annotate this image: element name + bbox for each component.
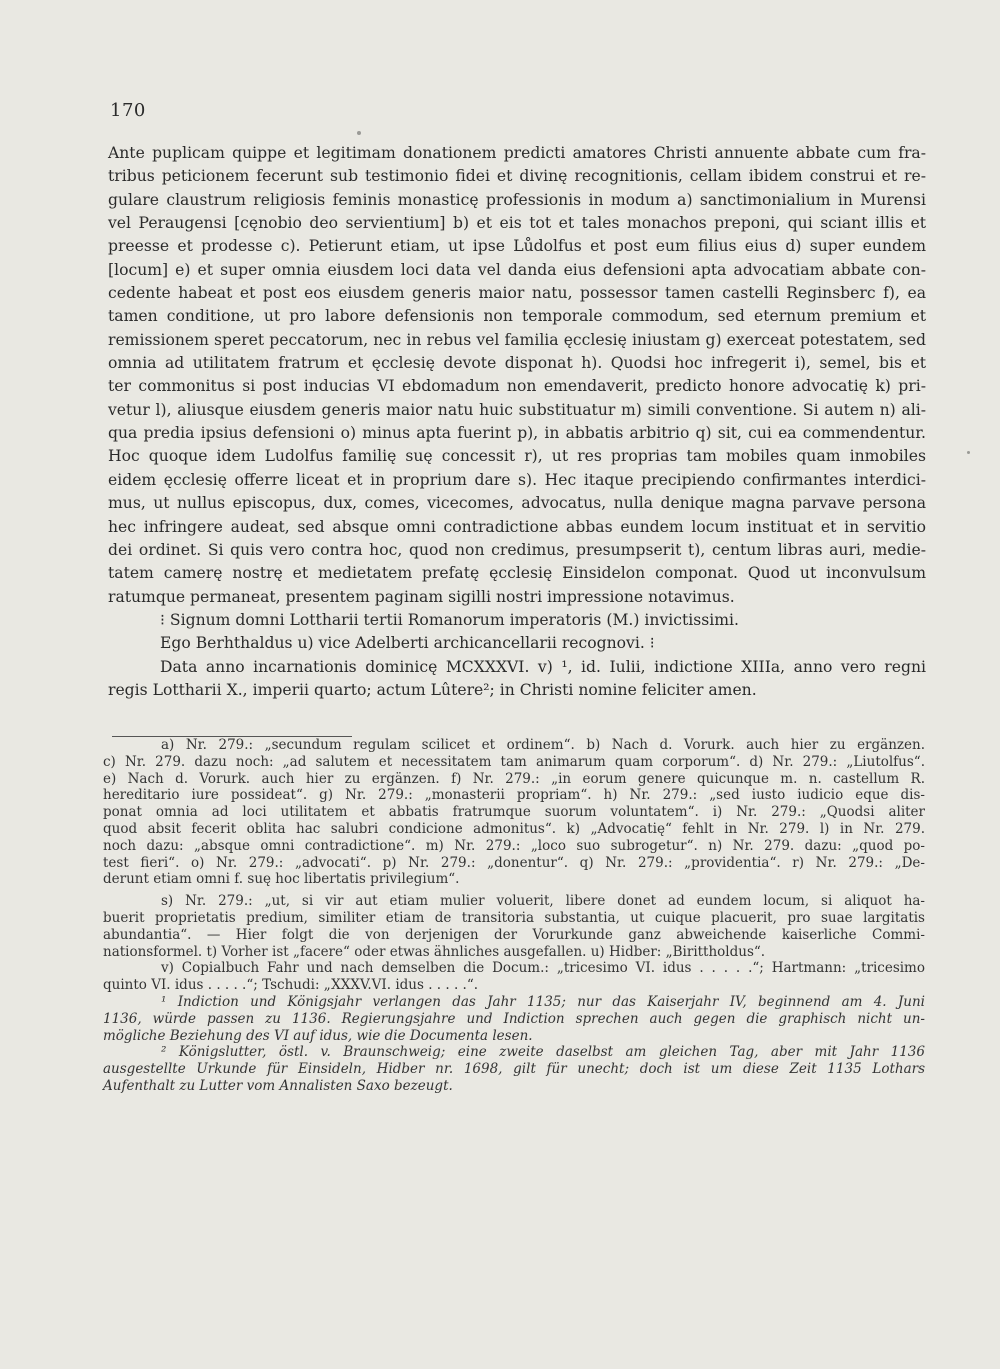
paper-speck <box>357 131 361 135</box>
main-line: ter commonitus si post inducias VI ebdomadum non emendaverit, predicto honore advocatię k) pri- <box>108 377 926 396</box>
signum-line: ⁝ Signum domni Lottharii tertii Romanorum imperatoris (M.) invictissimi. <box>160 610 739 629</box>
main-line: [locum] e) et super omnia eiusdem loci data vel danda eius defensioni apta advocatiam abbate con- <box>108 260 926 279</box>
main-line: vel Peraugensi [cęnobio deo servientium] b) et eis tot et tales monachos preponi, qui sciant illis et <box>108 214 926 233</box>
main-line: vetur l), aliusque eiusdem generis maior natu huic substituatur m) simili conventione. Si autem n) ali- <box>108 400 926 419</box>
main-line: omnia ad utilitatem fratrum et ęcclesię devote disponat h). Quodsi hoc infregerit i), semel, bis et <box>108 354 926 373</box>
main-line: tribus peticionem fecerunt sub testimonio fidei et divinę recognitionis, cellam ibidem construi et re- <box>108 167 926 186</box>
footnote-line: a) Nr. 279.: „secundum regulam scilicet et ordinem“. b) Nach d. Vorurk. auch hier zu ergänzen. <box>161 737 925 753</box>
footnote-line: v) Copialbuch Fahr und nach demselben die Docum.: „tricesimo VI. idus . . . . .“; Hartmann: „tricesimo <box>161 960 925 977</box>
recognition-line: Ego Berhthaldus u) vice Adelberti archicancellarii recognovi. ⁝ <box>160 634 655 653</box>
footnote-line: ¹ Indiction und Königsjahr verlangen das Jahr 1135; nur das Kaiserjahr IV, beginnend am 4. Juni <box>161 993 925 1010</box>
main-line: ratumque permaneat, presentem paginam sigilli nostri impressione notavimus. <box>108 587 735 606</box>
main-line: dei ordinet. Si quis vero contra hoc, quod non credimus, presumpserit t), centum libras auri, medie- <box>108 540 926 559</box>
main-line: Hoc quoque idem Ludolfus familię suę concessit r), ut res proprias tam mobiles quam inmobiles <box>108 447 926 466</box>
footnote-line: hereditario iure possideat“. g) Nr. 279.: „monasterii propriam“. h) Nr. 279.: „sed iusto iudicio eque dis- <box>103 787 925 804</box>
footnote-line: buerit proprietatis predium, similiter etiam de transitoria substantia, ut cuique placuerit, pro suae largitatis <box>103 909 925 926</box>
main-line: cedente habeat et post eos eiusdem generis maior natu, possessor tamen castelli Reginsberc f), ea <box>108 284 926 303</box>
footnote-line: abundantia“. — Hier folgt die von derjenigen der Vorurkunde ganz abweichende kaiserliche Commi- <box>103 926 925 943</box>
footnote-line: ² Königslutter, östl. v. Braunschweig; eine zweite daselbst am gleichen Tag, aber mit Jahr 1136 <box>161 1044 925 1061</box>
main-line: hec infringere audeat, sed absque omni contradictione abbas eundem locum instituat et in servitio <box>108 517 926 536</box>
footnote-line: ponat omnia ad loci utilitatem et abbatis fratrumque suorum voluntatem“. i) Nr. 279.: „Quodsi aliter <box>103 804 925 821</box>
footnote-line: quod absit fecerit oblita hac salubri condicione admonitus“. k) „Advocatię“ fehlt in Nr. 279. l) in Nr. 279. <box>103 820 925 837</box>
footnote-line: derunt etiam omni f. suę hoc libertatis privilegium“. <box>103 871 460 888</box>
main-text <box>108 142 926 702</box>
footnote-line: c) Nr. 279. dazu noch: „ad salutem et necessitatem tam animarum quam corporum“. d) Nr. 279.: „Liutolfus“. <box>103 753 925 770</box>
main-line: tatem camerę nostrę et medietatem prefatę ęcclesię Einsidelon componat. Quod ut inconvulsum <box>108 564 926 583</box>
page-number: 170 <box>110 100 146 121</box>
main-line: qua predia ipsius defensioni o) minus apta fuerint p), in abbatis arbitrio q) sit, cui ea commendentur. <box>108 424 926 443</box>
footnote-line: mögliche Beziehung des VI auf idus, wie die Documenta lesen. <box>103 1027 533 1044</box>
paper-speck <box>967 451 970 454</box>
footnote-line: e) Nach d. Vorurk. auch hier zu ergänzen. f) Nr. 279.: „in eorum genere quicunque m. n. castellum R. <box>103 770 925 787</box>
dating-line: Data anno incarnationis dominicę MCXXXVI. v) ¹, id. Iulii, indictione XIIIa, anno vero regni <box>160 657 926 676</box>
main-line: remissionem speret peccatorum, nec in rebus vel familia ęcclesię iniustam g) exerceat potestatem, sed <box>108 330 926 349</box>
footnote-line: Aufenthalt zu Lutter vom Annalisten Saxo bezeugt. <box>103 1077 453 1094</box>
main-line: preesse et prodesse c). Petierunt etiam, ut ipse Lůdolfus et post eum filius eius d) super eundem <box>108 237 926 256</box>
footnote-line: noch dazu: „absque omni contradictione“. m) Nr. 279.: „loco suo subrogetur“. n) Nr. 279. dazu: „quod po- <box>103 837 925 854</box>
closing-line: regis Lottharii X., imperii quarto; actum Lûtere²; in Christi nomine feliciter amen. <box>108 680 757 699</box>
footnote-line: ausgestellte Urkunde für Einsideln, Hidber nr. 1698, gilt für unecht; doch ist um diese Zeit 1135 Lothars <box>103 1061 925 1078</box>
main-line: tamen conditione, ut pro labore defensionis non temporale commodum, sed eternum premium et <box>108 307 926 326</box>
main-line: eidem ęcclesię offerre liceat et in proprium dare s). Hec itaque precipiendo confirmantes interdici- <box>108 470 926 489</box>
footnotes <box>103 737 925 1095</box>
footnote-line: nationsformel. t) Vorher ist „facere“ oder etwas ähnliches ausgefallen. u) Hidber: „Birittholdus“. <box>103 943 766 960</box>
footnote-line: 1136, würde passen zu 1136. Regierungsjahre und Indiction sprechen auch gegen die graphisch nicht un- <box>103 1010 925 1027</box>
footnote-line: quinto VI. idus . . . . .“; Tschudi: „XXXV.VI. idus . . . . .“. <box>103 977 479 994</box>
main-line: mus, ut nullus episcopus, dux, comes, vicecomes, advocatus, nulla denique magna parvave persona <box>108 494 926 513</box>
footnote-line: s) Nr. 279.: „ut, si vir aut etiam mulier voluerit, libere donet ad eundem locum, si aliquot ha- <box>161 893 925 910</box>
footnote-line: test fieri“. o) Nr. 279.: „advocati“. p) Nr. 279.: „donentur“. q) Nr. 279.: „providentia“. r) Nr. 279.: „De- <box>103 854 925 871</box>
main-line: Ante puplicam quippe et legitimam donationem predicti amatores Christi annuente abbate cum fra- <box>108 144 926 162</box>
main-line: gulare claustrum religiosis feminis monasticę professionis in modum a) sanctimonialium in Murensi <box>108 190 926 209</box>
